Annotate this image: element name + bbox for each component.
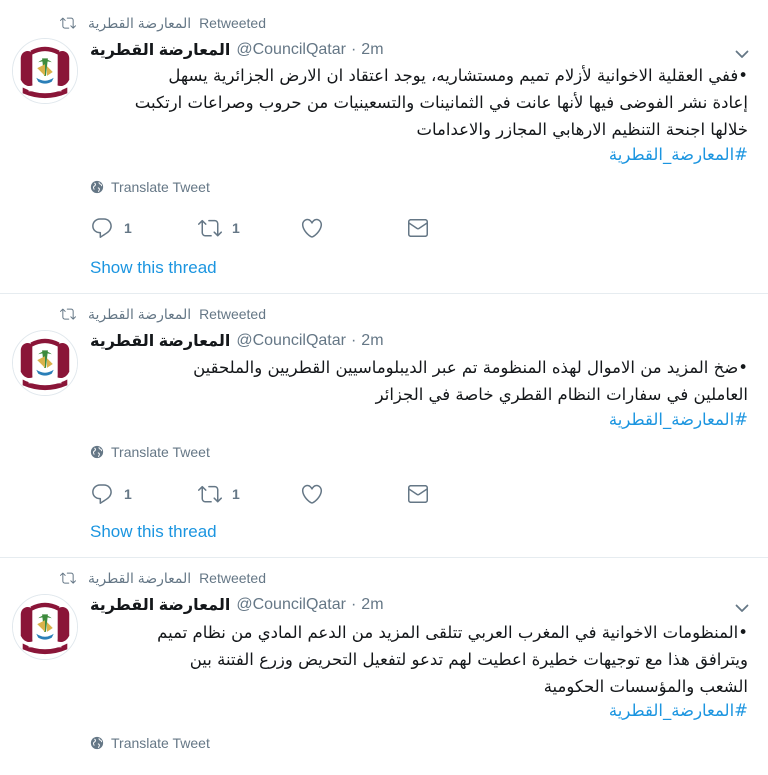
direct-message-button[interactable] bbox=[406, 480, 430, 508]
reply-count: 1 bbox=[124, 220, 132, 236]
reply-icon bbox=[90, 216, 114, 240]
tweet-text bbox=[90, 619, 748, 700]
translate-tweet-link[interactable] bbox=[90, 179, 210, 195]
tweet-actions bbox=[90, 480, 450, 508]
context-label: Retweeted bbox=[199, 305, 266, 322]
tweet-text-line: •ضخ المزيد من الاموال لهذه المنظومة تم عبر الديبلوماسيين القطريين والملحقين bbox=[193, 358, 748, 377]
timestamp[interactable]: 2m bbox=[361, 332, 384, 349]
show-thread-link[interactable]: Show this thread bbox=[90, 258, 217, 277]
context-retweeter-name[interactable]: المعارضة القطرية bbox=[88, 305, 192, 322]
retweet-icon bbox=[58, 306, 78, 322]
direct-message-button[interactable] bbox=[406, 214, 430, 242]
retweet-icon bbox=[198, 482, 222, 506]
tweet-text-line: الشعب والمؤسسات الحكومية bbox=[543, 677, 748, 696]
envelope-icon bbox=[406, 216, 430, 240]
heart-icon bbox=[300, 482, 324, 506]
hashtag-link[interactable]: #المعارضة_القطرية bbox=[608, 410, 748, 429]
retweet-context bbox=[58, 304, 266, 324]
heart-icon bbox=[300, 216, 324, 240]
retweet-count: 1 bbox=[232, 220, 240, 236]
avatar[interactable] bbox=[12, 38, 78, 104]
context-retweeter-name[interactable]: المعارضة القطرية bbox=[88, 14, 192, 31]
tweet-card[interactable] bbox=[0, 558, 768, 775]
separator-dot: · bbox=[350, 596, 357, 613]
like-button[interactable] bbox=[300, 214, 324, 242]
globe-icon bbox=[90, 180, 104, 194]
user-handle[interactable]: @CouncilQatar bbox=[236, 332, 346, 349]
chevron-down-icon[interactable] bbox=[734, 46, 750, 62]
avatar[interactable] bbox=[12, 330, 78, 396]
user-handle[interactable]: @CouncilQatar bbox=[236, 596, 346, 613]
context-retweeter-name[interactable]: المعارضة القطرية bbox=[88, 569, 192, 586]
reply-icon bbox=[90, 482, 114, 506]
tweet-header bbox=[90, 330, 384, 352]
display-name[interactable]: المعارضة القطرية bbox=[90, 333, 231, 350]
display-name[interactable]: المعارضة القطرية bbox=[90, 597, 231, 614]
tweet-card[interactable] bbox=[0, 294, 768, 558]
retweet-icon bbox=[58, 15, 78, 31]
timestamp[interactable]: 2m bbox=[361, 41, 384, 58]
translate-tweet-link[interactable] bbox=[90, 444, 210, 460]
tweet-header bbox=[90, 39, 384, 61]
retweet-context bbox=[58, 13, 266, 33]
timestamp[interactable]: 2m bbox=[361, 596, 384, 613]
reply-count: 1 bbox=[124, 486, 132, 502]
tweet-text-line: •المنظومات الاخوانية في المغرب العربي تتلقى المزيد من الدعم المادي من نظام تميم bbox=[157, 623, 748, 642]
avatar[interactable] bbox=[12, 594, 78, 660]
retweet-icon bbox=[198, 216, 222, 240]
globe-icon bbox=[90, 736, 104, 750]
user-handle[interactable]: @CouncilQatar bbox=[236, 41, 346, 58]
context-label: Retweeted bbox=[199, 14, 266, 31]
like-button[interactable] bbox=[300, 480, 324, 508]
display-name[interactable]: المعارضة القطرية bbox=[90, 42, 231, 59]
chevron-down-icon[interactable] bbox=[734, 600, 750, 616]
tweet-text-line: •ففي العقلية الاخوانية لأزلام تميم ومستشاريه، يوجد اعتقاد ان الارض الجزائرية يسهل bbox=[168, 66, 748, 85]
retweet-button[interactable] bbox=[198, 480, 240, 508]
tweet-actions bbox=[90, 214, 450, 242]
reply-button[interactable] bbox=[90, 214, 132, 242]
retweet-count: 1 bbox=[232, 486, 240, 502]
reply-button[interactable] bbox=[90, 480, 132, 508]
hashtag-link[interactable]: #المعارضة_القطرية bbox=[608, 145, 748, 164]
tweet-text-line: العاملين في سفارات النظام القطري خاصة في الجزائر bbox=[375, 385, 748, 404]
translate-label[interactable]: Translate Tweet bbox=[111, 179, 210, 195]
tweet-text-line: خلالها اجنحة التنظيم الارهابي المجازر والاعدامات bbox=[416, 120, 748, 139]
tweet-header bbox=[90, 594, 384, 616]
retweet-button[interactable] bbox=[198, 214, 240, 242]
translate-label[interactable]: Translate Tweet bbox=[111, 735, 210, 751]
retweet-context bbox=[58, 568, 266, 588]
context-label: Retweeted bbox=[199, 569, 266, 586]
show-thread-link[interactable]: Show this thread bbox=[90, 522, 217, 541]
translate-tweet-link[interactable] bbox=[90, 735, 210, 751]
separator-dot: · bbox=[350, 41, 357, 58]
hashtag-link[interactable]: #المعارضة_القطرية bbox=[608, 701, 748, 720]
tweet-text bbox=[90, 62, 748, 143]
separator-dot: · bbox=[350, 332, 357, 349]
tweet-text-line: إعادة نشر الفوضى فيها لأنها عانت في الثمانينات والتسعينيات من حروب وصراعات ارتكبت bbox=[134, 93, 748, 112]
tweet-text-line: ويترافق هذا مع توجيهات خطيرة اعطيت لهم تدعو لتفعيل التحريض وزرع الفتنة بين bbox=[189, 650, 748, 669]
globe-icon bbox=[90, 445, 104, 459]
tweet-card[interactable] bbox=[0, 0, 768, 294]
tweet-text bbox=[90, 354, 748, 408]
envelope-icon bbox=[406, 482, 430, 506]
retweet-icon bbox=[58, 570, 78, 586]
translate-label[interactable]: Translate Tweet bbox=[111, 444, 210, 460]
